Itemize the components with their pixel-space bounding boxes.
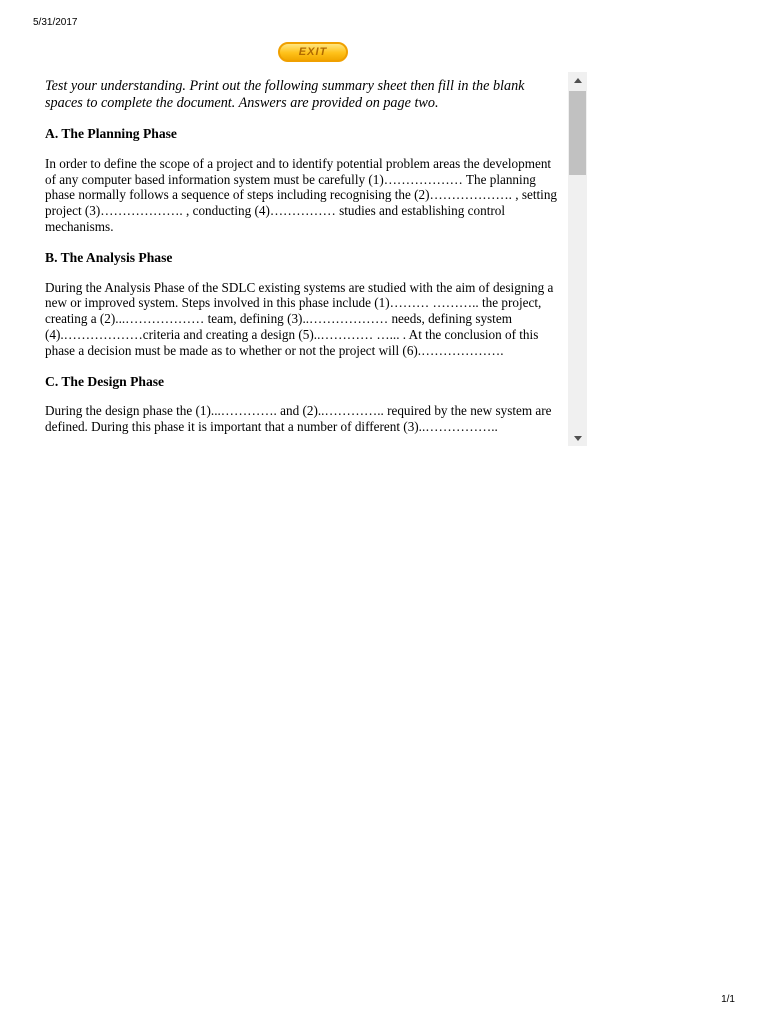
section-heading-design: C. The Design Phase xyxy=(45,373,165,389)
scrollbar-thumb[interactable] xyxy=(569,91,586,175)
section-heading-analysis: B. The Analysis Phase xyxy=(45,249,173,265)
exit-button[interactable] xyxy=(278,42,348,62)
document-scroll-frame[interactable] xyxy=(36,72,588,446)
page-number: 1/1 xyxy=(721,994,735,1005)
arrow-up-icon xyxy=(574,78,582,83)
section-heading-planning: A. The Planning Phase xyxy=(45,126,177,141)
section-body-planning: In order to define the scope of a project and to identify potential problem areas the development of any computer based information system must be carefully (1)……………… The planning phase normally follows a sequence of steps including recognising the (2)………………. , setting project (3)………………. , conducting (4)…………… studies and establishing control mechanisms. xyxy=(45,155,558,234)
document-content xyxy=(45,78,560,446)
section-body-analysis: During the Analysis Phase of the SDLC existing systems are studied with the aim of designing a new or improved system. Steps involved in this phase include (1)……… ……….. the project, creating a (2)...……………… team, defining (3)..……………… needs, defining system (4).………………criteria and creating a design (5)..………… …... . At the conclusion of this phase a decision must be made as to whether or not the project will (6).………………. xyxy=(45,279,554,358)
scroll-down-button[interactable] xyxy=(568,430,587,446)
exit-button-label: EXIT xyxy=(298,46,328,58)
vertical-scrollbar[interactable] xyxy=(568,72,587,446)
arrow-down-icon xyxy=(574,436,582,441)
intro-text: Test your understanding. Print out the following summary sheet then fill in the blank spaces to complete the document. Answers are provided on page two. xyxy=(45,78,525,111)
print-date: 5/31/2017 xyxy=(33,17,78,28)
section-body-design: During the design phase the (1)...…………. and (2)..………….. required by the new system are defined. During this phase it is important that a number of different (3)..…………….. xyxy=(45,403,552,435)
scroll-up-button[interactable] xyxy=(568,72,587,88)
